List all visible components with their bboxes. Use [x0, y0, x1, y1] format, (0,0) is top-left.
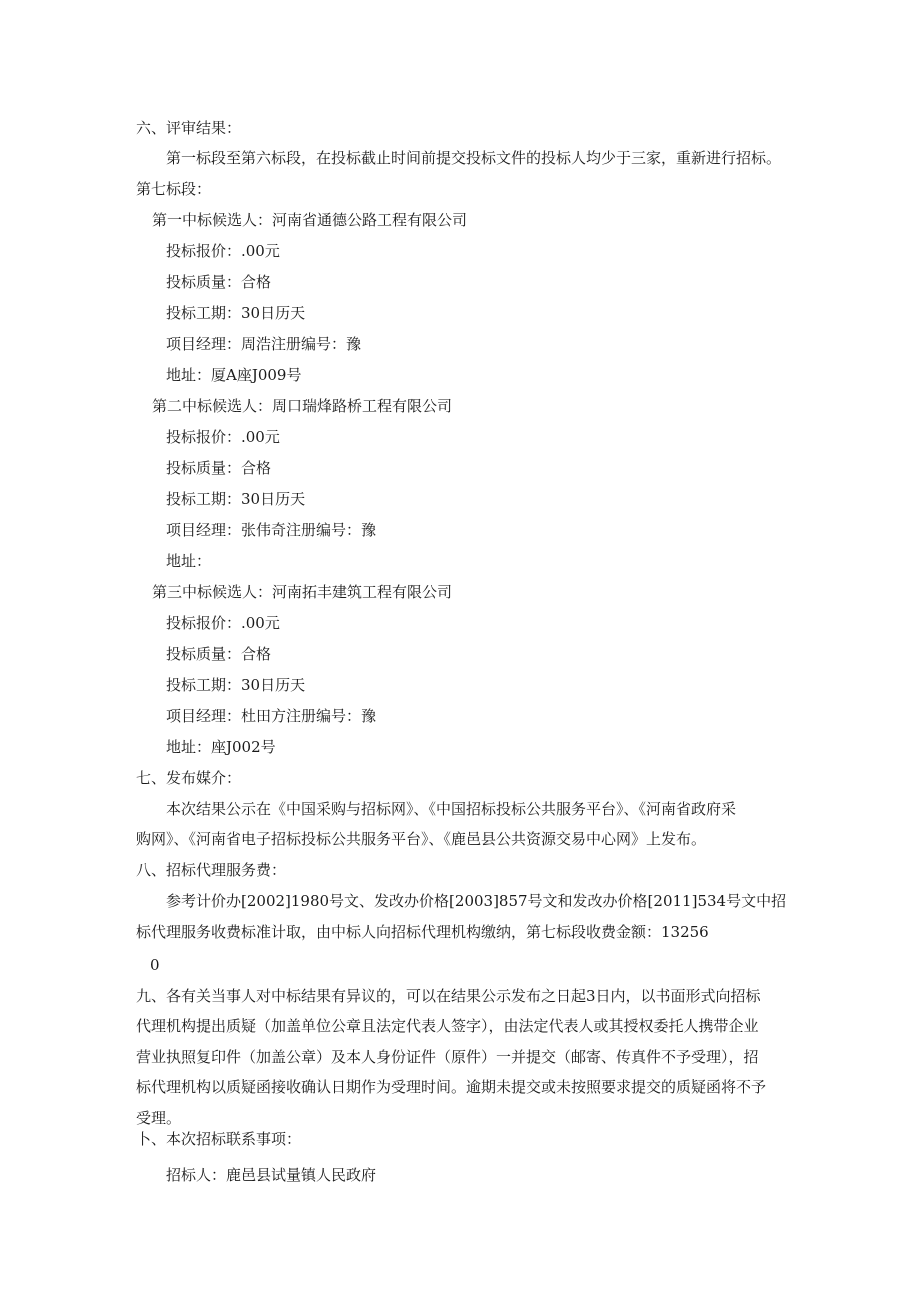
candidate-2-bid: 投标报价：.00元 — [166, 428, 280, 446]
section-7-line-1: 本次结果公示在《中国采购与招标网》、《中国招标投标公共服务平台》、《河南省政府采 — [166, 800, 737, 818]
candidate-3-quality: 投标质量：合格 — [166, 645, 272, 663]
section-8-heading: 八、招标代理服务费： — [136, 861, 287, 879]
section-6-heading: 六、评审结果： — [136, 119, 242, 137]
candidate-1-quality: 投标质量：合格 — [166, 273, 272, 291]
section-9-line-3: 营业执照复印件（加盖公章）及本人身份证件（原件）一并提交（邮寄、传真件不予受理），招 — [136, 1048, 759, 1066]
tenderer-line: 招标人：鹿邑县试量镇人民政府 — [166, 1166, 377, 1184]
candidate-1-manager: 项目经理：周浩注册编号：豫 — [166, 335, 362, 353]
section-7-line-2: 购网》、《河南省电子招标投标公共服务平台》、《鹿邑县公共资源交易中心网》上发布。 — [136, 830, 707, 848]
candidate-2-address: 地址： — [166, 552, 212, 570]
section-9-line-4: 标代理机构以质疑函接收确认日期作为受理时间。逾期未提交或未按照要求提交的质疑函将不予 — [136, 1078, 767, 1096]
section-7-heading: 七、发布媒介： — [136, 769, 242, 787]
section-6-paragraph: 第一标段至第六标段，在投标截止时间前提交投标文件的投标人均少于三家，重新进行招标。 — [166, 149, 782, 167]
candidate-3-title: 第三中标候选人：河南拓丰建筑工程有限公司 — [152, 583, 453, 601]
candidate-1-title: 第一中标候选人：河南省通德公路工程有限公司 — [152, 211, 468, 229]
candidate-1-bid: 投标报价：.00元 — [166, 242, 280, 260]
section-9-line-1: 九、各有关当事人对中标结果有异议的，可以在结果公示发布之日起3日内，以书面形式向招标 — [136, 987, 761, 1005]
candidate-2-title: 第二中标候选人：周口瑞烽路桥工程有限公司 — [152, 397, 453, 415]
section-10-heading: 卜、本次招标联系事项： — [136, 1130, 302, 1148]
candidate-3-period: 投标工期：30日历天 — [166, 676, 306, 694]
candidate-3-address: 地址：座J002号 — [166, 738, 276, 756]
candidate-2-manager: 项目经理：张伟奇注册编号：豫 — [166, 521, 377, 539]
candidate-1-period: 投标工期：30日历天 — [166, 304, 306, 322]
candidate-3-bid: 投标报价：.00元 — [166, 614, 280, 632]
section-9-line-2: 代理机构提出质疑（加盖单位公章且法定代表人签字），由法定代表人或其授权委托人携带企业 — [136, 1017, 759, 1035]
candidate-1-address: 地址：厦A座J009号 — [166, 366, 302, 384]
section-8-line-3: 0 — [150, 956, 160, 974]
section-9-line-5: 受理。 — [136, 1109, 182, 1127]
candidate-2-period: 投标工期：30日历天 — [166, 490, 306, 508]
section-8-line-1: 参考计价办[2002]1980号文、发改办价格[2003]857号文和发改办价格[2011]534号文中招 — [166, 892, 787, 910]
candidate-2-quality: 投标质量：合格 — [166, 459, 272, 477]
candidate-3-manager: 项目经理：杜田方注册编号：豫 — [166, 707, 377, 725]
lot-7-heading: 第七标段： — [136, 180, 212, 198]
section-8-line-2: 标代理服务收费标准计取，由中标人向招标代理机构缴纳，第七标段收费金额：13256 — [136, 923, 709, 941]
